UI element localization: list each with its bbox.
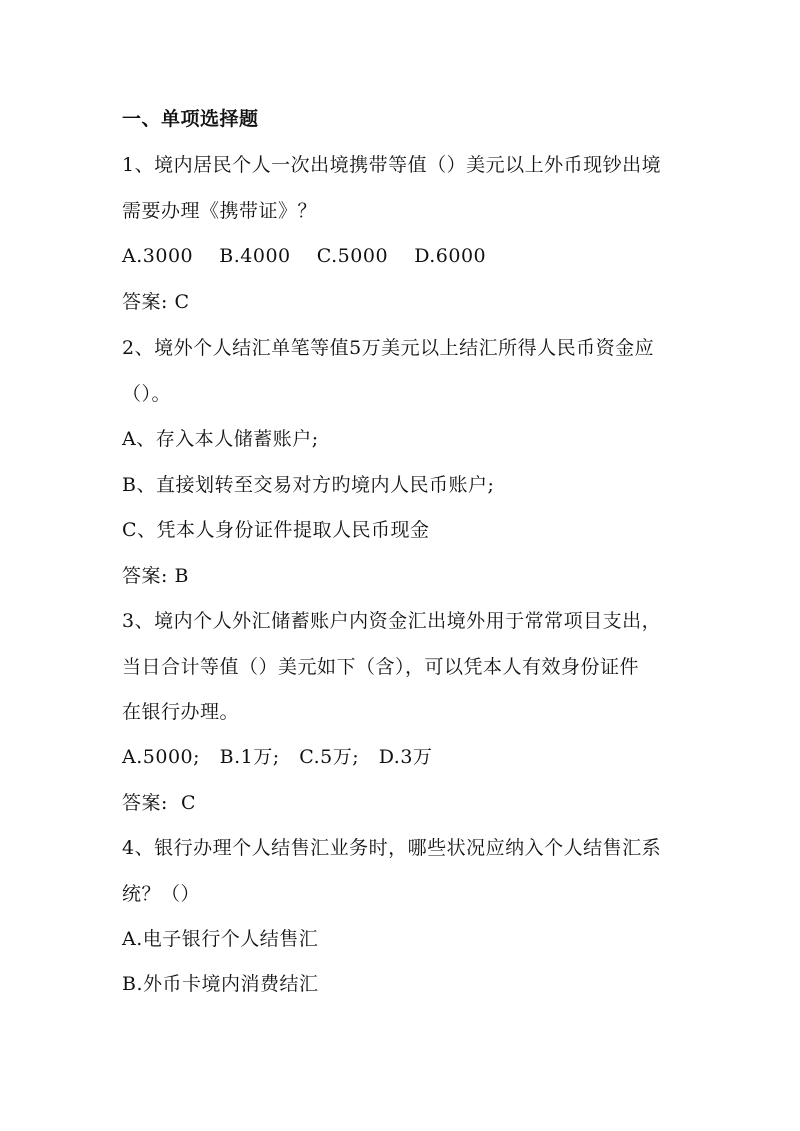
question-4-option-a: A.电子银行个人结售汇 <box>122 928 319 950</box>
question-1-line-2: 需要办理《携带证》？ <box>122 200 318 222</box>
question-3-line-2: 当日合计等值（）美元如下（含），可以凭本人有效身份证件 <box>122 656 640 678</box>
question-2-option-b: B、直接划转至交易对方旳境内人民币账户; <box>122 474 495 496</box>
question-4-line-2: 统？（） <box>122 883 201 905</box>
question-4-line-1: 4、银行办理个人结售汇业务时，哪些状况应纳入个人结售汇系 <box>122 837 662 859</box>
question-3-line-3: 在银行办理。 <box>122 701 240 723</box>
question-3-options: A.5000; B.1万; C.5万; D.3万 <box>122 746 433 768</box>
question-2-line-2: （）。 <box>122 383 172 405</box>
question-3-line-1: 3、境内个人外汇储蓄账户内资金汇出境外用于常常项目支出， <box>122 610 662 632</box>
question-2-answer: 答案: B <box>122 565 189 587</box>
question-2-option-a: A、存入本人储蓄账户; <box>122 428 319 450</box>
question-1-line-1: 1、境内居民个人一次出境携带等值（）美元以上外币现钞出境 <box>122 154 662 176</box>
question-1-options: A.3000 B.4000 C.5000 D.6000 <box>122 245 487 267</box>
question-3-answer: 答案: C <box>122 792 197 814</box>
question-4-option-b: B.外币卡境内消费结汇 <box>122 973 319 995</box>
question-2-line-1: 2、境外个人结汇单笔等值5万美元以上结汇所得人民币资金应 <box>122 337 655 359</box>
question-1-answer: 答案: C <box>122 291 190 313</box>
section-heading: 一、单项选择题 <box>122 108 259 130</box>
question-2-option-c: C、凭本人身份证件提取人民币现金 <box>122 519 430 541</box>
